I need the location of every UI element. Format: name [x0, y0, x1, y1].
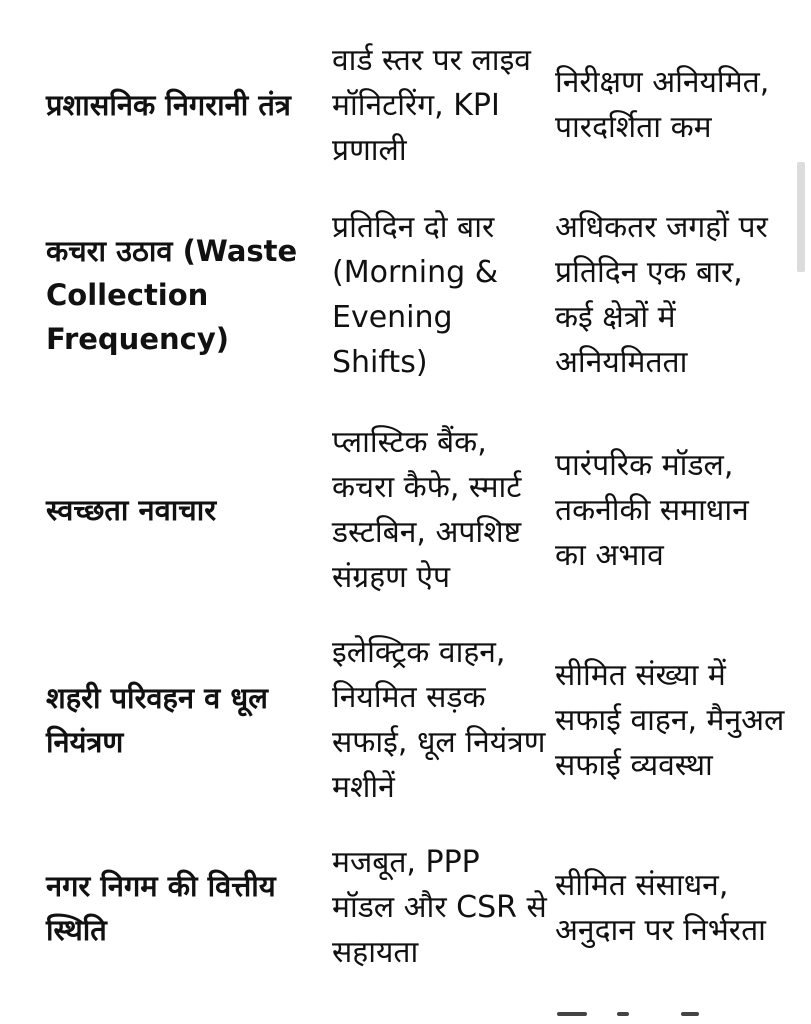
current-text: सीमित संसाधन, अनुदान पर निर्भरता: [555, 867, 766, 948]
table-row: [0, 840, 790, 975]
current-cell: [555, 630, 785, 810]
aspect-cell: [46, 205, 326, 385]
current-text: निरीक्षण अनियमित, पारदर्शिता कम: [555, 65, 770, 145]
improved-text: इलेक्ट्रिक वाहन, नियमित सड़क सफाई, धूल नियंत्रण मशीनें: [332, 635, 546, 805]
aspect-text: कचरा उठाव (Waste Collection Frequency): [46, 234, 298, 356]
scrollbar[interactable]: [797, 162, 805, 272]
improved-cell: [332, 40, 550, 170]
table-row: [0, 420, 790, 600]
current-cell: [555, 420, 785, 600]
table-row: [0, 630, 790, 810]
aspect-cell: [46, 40, 326, 170]
aspect-cell: [46, 420, 326, 600]
current-text: अधिकतर जगहों पर प्रतिदिन एक बार, कई क्षेत्रों में अनियमितता: [555, 210, 768, 380]
improved-cell: [332, 630, 550, 810]
aspect-text: प्रशासनिक निगरानी तंत्र: [46, 88, 291, 122]
improved-cell: [332, 420, 550, 600]
improved-text: प्रतिदिन दो बार (Morning & Evening Shifts): [332, 210, 499, 380]
aspect-text: स्वच्छता नवाचार: [46, 493, 217, 527]
aspect-text: नगर निगम की वित्तीय स्थिति: [46, 868, 276, 947]
cut-off-text: [555, 1010, 775, 1024]
aspect-text: शहरी परिवहन व धूल नियंत्रण: [46, 681, 268, 759]
improved-text: वार्ड स्तर पर लाइव मॉनिटरिंग, KPI प्रणाली: [332, 42, 531, 168]
improved-text: प्लास्टिक बैंक, कचरा कैफे, स्मार्ट डस्टबिन, अपशिष्ट संग्रहण ऐप: [332, 425, 522, 595]
current-text: सीमित संख्या में सफाई वाहन, मैनुअल सफाई व्यवस्था: [555, 657, 785, 783]
aspect-cell: [46, 840, 326, 975]
improved-text: मजबूत, PPP मॉडल और CSR से सहायता: [332, 845, 547, 970]
table-row: [0, 40, 790, 170]
current-cell: [555, 840, 785, 975]
current-text: पारंपरिक मॉडल, तकनीकी समाधान का अभाव: [555, 447, 749, 573]
current-cell: [555, 40, 785, 170]
improved-cell: [332, 205, 550, 385]
current-cell: [555, 205, 785, 385]
improved-cell: [332, 840, 550, 975]
aspect-cell: [46, 630, 326, 810]
table-row: [0, 205, 790, 385]
